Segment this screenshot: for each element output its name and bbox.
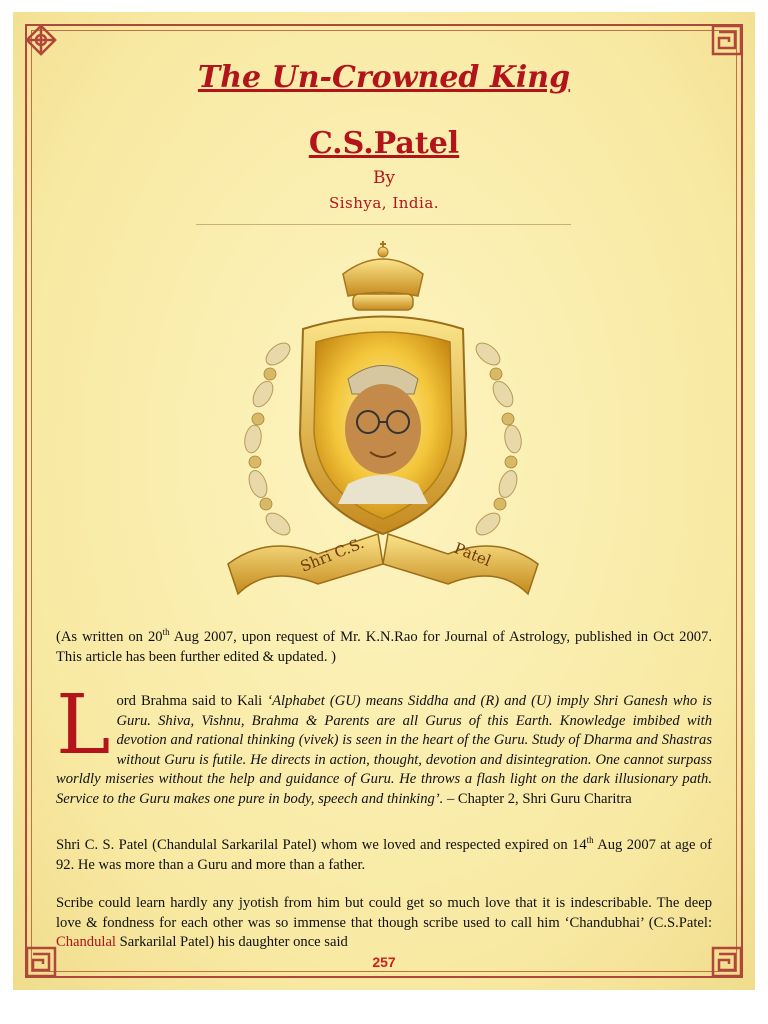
page-number: 257 <box>372 954 396 970</box>
ribbon-text-right: Patel <box>451 539 494 570</box>
page <box>13 12 755 990</box>
page-subtitle: C.S.Patel <box>308 126 460 161</box>
portrait-image <box>338 366 428 505</box>
body-paragraph: Shri C. S. Patel (Chandulal Sarkarilal Patel) whom we loved and respected expired on 14th Aug 2007 at age of 92. He was more than a Guru and more than a father. <box>56 835 712 873</box>
corner-fret-icon <box>707 20 747 60</box>
ribbon-text-left: Shri C.S. <box>297 533 367 576</box>
crown-icon <box>343 241 423 310</box>
crest-emblem <box>208 234 558 614</box>
drop-cap: L <box>56 678 111 773</box>
page-title: The Un-Crowned King <box>197 60 571 95</box>
body-paragraph: Scribe could learn hardly any jyotish from him but could get so much love that it is indescribable. The deep love & fondness for each other was so immense that though scribe used to call him ‘Chandubhai’ (C.S.Patel: Chandulal Sarkarilal Patel) his daughter once said <box>56 895 712 951</box>
ribbon-banner <box>228 534 538 594</box>
intro-paragraph: (As written on 20th Aug 2007, upon request of Mr. K.N.Rao for Journal of Astrology, published in Oct 2007. This article has been further edited & updated. ) <box>56 627 712 665</box>
author-name: Sishya, India. <box>328 194 440 212</box>
byline-label: By <box>372 168 396 188</box>
divider <box>196 224 571 225</box>
quote-paragraph: Lord Brahma said to Kali ‘Alphabet (GU) means Siddha and (R) and (U) imply Shri Ganesh who is Guru. Shiva, Vishnu, Brahma & Parents are all Gurus of this Earth. Knowledge imbibed with devotion and rational thinking (vivek) is seen in the heart of the Guru. Study of Dharma and Shastras without Guru is futile. He directs in action, thought, devotion and disintegration. One cannot surpass worldly miseries without the help and guidance of Guru. He throws a flash light on the dark illusionary path. Service to the Guru makes one pure in body, speech and thinking’. – Chapter 2, Shri Guru Charitra <box>56 678 712 807</box>
corner-knot-icon <box>21 20 61 60</box>
